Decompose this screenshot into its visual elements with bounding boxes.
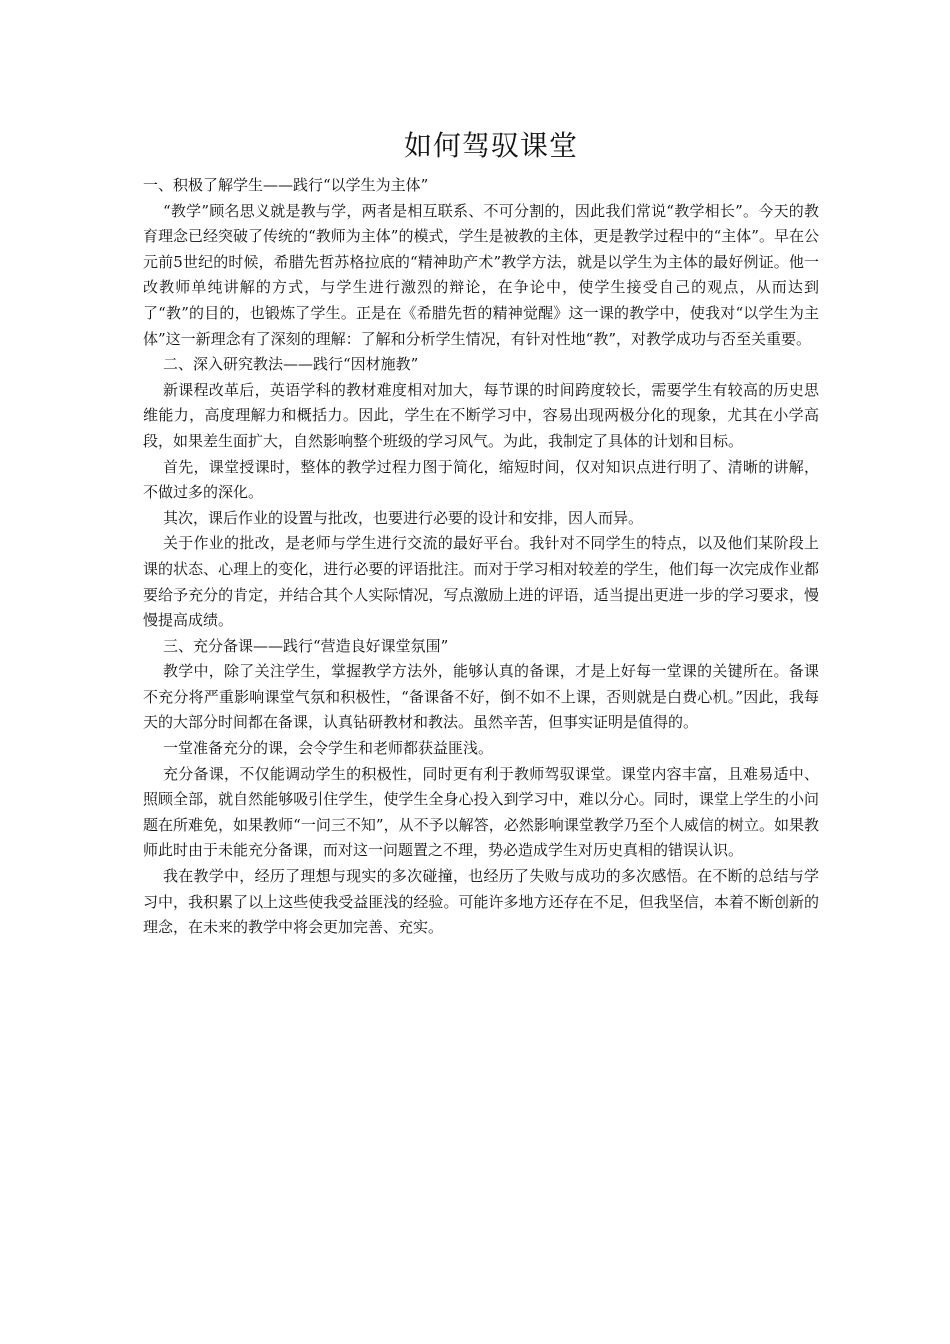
paragraph: 新课程改革后，英语学科的教材难度相对加大，每节课的时间跨度较长，需要学生有较高的历史思维能力，高度理解力和概括力。因此，学生在不断学习中，容易出现两极分化的现象，尤其在小学高段，如果差生面扩大，自然影响整个班级的学习风气。为此，我制定了具体的计划和目标。	[143, 380, 819, 450]
paragraph: 首先，课堂授课时，整体的教学过程力图于简化，缩短时间，仅对知识点进行明了、清晰的讲解，不做过多的深化。	[143, 457, 819, 502]
paragraph: 其次，课后作业的设置与批改，也要进行必要的设计和安排，因人而异。	[163, 508, 644, 527]
paragraph: 我在教学中，经历了理想与现实的多次碰撞，也经历了失败与成功的多次感悟。在不断的总结与学习中，我积累了以上这些使我受益匪浅的经验。可能许多地方还存在不足，但我坚信，本着不断创新的理念，在未来的教学中将会更加完善、充实。	[143, 867, 819, 937]
paragraph: 一堂准备充分的课，会令学生和老师都获益匪浅。	[163, 739, 494, 758]
paragraph: 教学中，除了关注学生，掌握教学方法外，能够认真的备课，才是上好每一堂课的关键所在。备课不充分将严重影响课堂气氛和积极性，“备课备不好，倒不如不上课，否则就是白费心机。”因此，我每天的大部分时间都在备课，认真钻研教材和教法。虽然辛苦，但事实证明是值得的。	[143, 662, 819, 732]
section-heading-2: 二、深入研究教法——践行“因材施教”	[163, 355, 419, 374]
document-page	[143, 125, 819, 941]
section-heading-3: 三、充分备课——践行“营造良好课堂氛围”	[163, 636, 449, 655]
document-title: 如何驾驭课堂	[403, 129, 578, 162]
paragraph: 充分备课，不仅能调动学生的积极性，同时更有利于教师驾驭课堂。课堂内容丰富，且难易适中、照顾全部，就自然能够吸引住学生，使学生全身心投入到学习中，难以分心。同时，课堂上学生的小问题在所难免，如果教师“一问三不知”，从不予以解答，必然影响课堂教学乃至个人威信的树立。如果教师此时由于未能充分备课，而对这一问题置之不理，势必造成学生对历史真相的错误认识。	[143, 764, 819, 860]
section-heading-1: 一、积极了解学生——践行“以学生为主体”	[143, 176, 429, 194]
paragraph: 关于作业的批改，是老师与学生进行交流的最好平台。我针对不同学生的特点，以及他们某阶段上课的状态、心理上的变化，进行必要的评语批注。而对于学习相对较差的学生，他们每一次完成作业都要给予充分的肯定，并结合其个人实际情况，写点激励上进的评语，适当提出更进一步的学习要求，慢慢提高成绩。	[143, 534, 819, 630]
paragraph: “教学”顾名思义就是教与学，两者是相互联系、不可分割的，因此我们常说“教学相长”。今天的教育理念已经突破了传统的“教师为主体”的模式，学生是被教的主体，更是教学过程中的“主体”。早在公元前5世纪的时候，希腊先哲苏格拉底的“精神助产术”教学方法，就是以学生为主体的最好例证。他一改教师单纯讲解的方式，与学生进行激烈的辩论，在争论中，使学生接受自己的观点，从而达到了“教”的目的，也锻炼了学生。正是在《希腊先哲的精神觉醒》这一课的教学中，使我对“以学生为主体”这一新理念有了深刻的理解：了解和分析学生情况，有针对性地“教”，对教学成功与否至关重要。	[143, 201, 819, 348]
